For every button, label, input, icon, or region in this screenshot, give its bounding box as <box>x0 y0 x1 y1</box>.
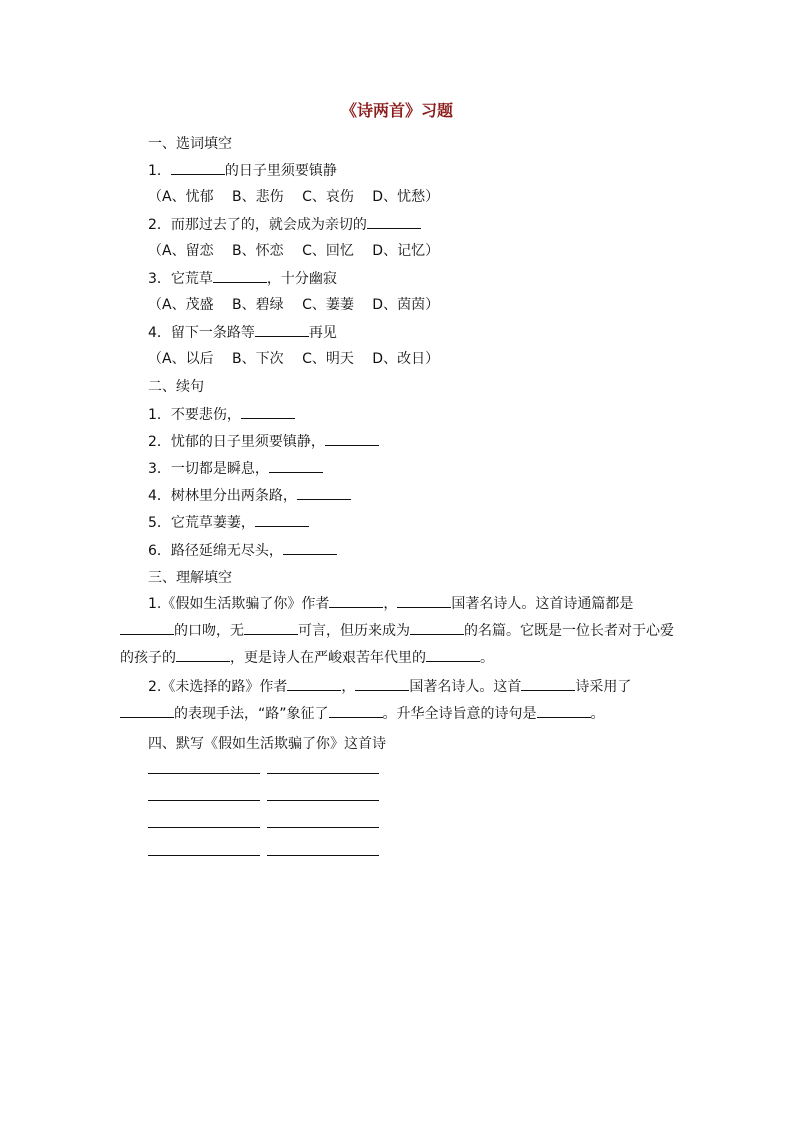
answer-blank[interactable] <box>521 676 575 691</box>
answer-blank[interactable] <box>176 647 230 662</box>
answer-blank[interactable] <box>397 593 451 608</box>
dictation-line[interactable] <box>267 800 379 801</box>
answer-blank[interactable] <box>244 620 298 635</box>
dictation-line[interactable] <box>267 773 379 774</box>
dictation-line[interactable] <box>148 800 260 801</box>
section-heading-1: 一、选词填空 <box>148 136 232 152</box>
answer-blank[interactable] <box>329 593 383 608</box>
answer-blank[interactable] <box>255 322 309 337</box>
answer-blank[interactable] <box>426 647 480 662</box>
answer-blank[interactable] <box>287 676 341 691</box>
options-1: （A、忧郁 B、悲伤 C、哀伤 D、忧愁） <box>148 189 440 205</box>
answer-blank[interactable] <box>269 458 323 473</box>
options-2: （A、留恋 B、怀恋 C、回忆 D、记忆） <box>148 243 440 259</box>
answer-blank[interactable] <box>325 431 379 446</box>
continue-item: 1．不要悲伤， <box>148 404 295 425</box>
options-4: （A、以后 B、下次 C、明天 D、改日） <box>148 351 440 367</box>
answer-blank[interactable] <box>213 268 267 283</box>
dictation-line[interactable] <box>148 855 260 856</box>
page-title: 《诗两首》习题 <box>340 101 453 120</box>
dictation-line[interactable] <box>267 827 379 828</box>
question-3: 3．它荒草 ，十分幽寂 <box>148 268 337 289</box>
answer-blank[interactable] <box>355 676 409 691</box>
answer-blank[interactable] <box>329 703 383 718</box>
continue-item: 6．路径延绵无尽头， <box>148 540 337 561</box>
continue-item: 5．它荒草萋萋， <box>148 512 309 533</box>
answer-blank[interactable] <box>171 160 225 175</box>
section-heading-3: 三、理解填空 <box>148 570 232 586</box>
dictation-line[interactable] <box>148 773 260 774</box>
continue-item: 3．一切都是瞬息， <box>148 458 323 479</box>
answer-blank[interactable] <box>241 404 295 419</box>
answer-blank[interactable] <box>283 540 337 555</box>
answer-blank[interactable] <box>537 703 591 718</box>
answer-blank[interactable] <box>255 512 309 527</box>
continue-item: 2．忧郁的日子里须要镇静， <box>148 431 379 452</box>
fill-paragraph-1: 1.《假如生活欺骗了你》作者 ， 国著名诗人。这首诗通篇都是的口吻，无 可言，但历来成为 的名篇。它既是一位长者对于心爱的孩子的 ，更是诗人在严峻艰苦年代里的 。 <box>120 591 680 672</box>
section-heading-2: 二、续句 <box>148 379 204 395</box>
dictation-line[interactable] <box>148 827 260 828</box>
fill-paragraph-2: 2.《未选择的路》作者 ， 国著名诗人。这首 诗采用了的表现手法，“路”象征了 。升华全诗旨意的诗句是 。 <box>120 674 680 728</box>
answer-blank[interactable] <box>120 703 174 718</box>
section-heading-4: 四、默写《假如生活欺骗了你》这首诗 <box>148 736 386 752</box>
dictation-line[interactable] <box>267 855 379 856</box>
options-3: （A、茂盛 B、碧绿 C、萋萋 D、茵茵） <box>148 297 440 313</box>
answer-blank[interactable] <box>410 620 464 635</box>
question-4: 4．留下一条路等 再见 <box>148 322 337 343</box>
answer-blank[interactable] <box>120 620 174 635</box>
question-1: 1． 的日子里须要镇静 <box>148 160 337 181</box>
question-2: 2．而那过去了的，就会成为亲切的 <box>148 214 421 235</box>
answer-blank[interactable] <box>297 485 351 500</box>
continue-item: 4．树林里分出两条路， <box>148 485 351 506</box>
answer-blank[interactable] <box>367 214 421 229</box>
